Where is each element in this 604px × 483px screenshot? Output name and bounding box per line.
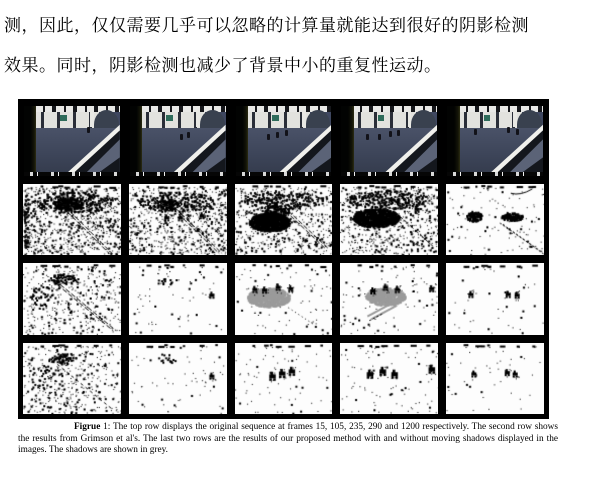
figure-cell-proposed-without-shadows-frame-105 — [129, 343, 227, 415]
paragraph-line-2: 效果。同时，阴影检测也减少了背景中小的重复性运动。 — [4, 56, 442, 76]
photo-layer-tree — [24, 106, 36, 176]
figure-cell-proposed-with-shadows-frame-15 — [23, 263, 121, 335]
pedestrian-figure — [267, 134, 270, 140]
photo-layer-stamp — [341, 172, 437, 176]
pedestrian-figure — [474, 129, 477, 135]
photo-layer-stamp — [236, 172, 332, 176]
figure-caption-label: Figrue — [74, 422, 101, 432]
figure-cell-original-sequence-frame-290 — [340, 104, 438, 176]
photo-layer-tree — [236, 106, 248, 176]
figure-1-caption — [18, 422, 558, 457]
figure-cell-proposed-without-shadows-frame-1200 — [446, 343, 544, 415]
detection-mask-image — [23, 263, 121, 335]
pedestrian-figure — [285, 130, 288, 136]
pedestrian-figure — [87, 127, 90, 133]
figure-cell-proposed-with-shadows-frame-235 — [235, 263, 333, 335]
photo-layer-teal — [484, 115, 491, 121]
detection-mask-image — [23, 184, 121, 256]
detection-mask-image — [235, 184, 333, 256]
detection-mask-image — [340, 263, 438, 335]
figure-cell-original-sequence-frame-235 — [235, 104, 333, 176]
figure-cell-proposed-with-shadows-frame-105 — [129, 263, 227, 335]
pedestrian-figure — [187, 132, 190, 138]
figure-cell-original-sequence-frame-1200 — [446, 104, 544, 176]
figure-cell-proposed-with-shadows-frame-1200 — [446, 263, 544, 335]
figure-cell-proposed-without-shadows-frame-235 — [235, 343, 333, 415]
photo-layer-teal — [166, 115, 173, 121]
photo-layer-teal — [378, 115, 385, 121]
surveillance-frame-image — [236, 106, 332, 176]
surveillance-frame-image — [130, 106, 226, 176]
figure-cell-grimson-results-frame-1200 — [446, 184, 544, 256]
pedestrian-figure — [516, 129, 519, 135]
pedestrian-figure — [397, 130, 400, 136]
detection-mask-image — [129, 343, 227, 415]
photo-layer-tree — [130, 106, 142, 176]
surveillance-frame-image — [24, 106, 120, 176]
pedestrian-figure — [366, 134, 369, 140]
paragraph-line-1: 测，因此，仅仅需要几乎可以忽略的计算量就能达到很好的阴影检测 — [4, 16, 529, 36]
figure-cell-grimson-results-frame-235 — [235, 184, 333, 256]
detection-mask-image — [446, 184, 544, 256]
figure-cell-grimson-results-frame-15 — [23, 184, 121, 256]
detection-mask-image — [235, 343, 333, 415]
pedestrian-figure — [507, 127, 510, 133]
detection-mask-image — [129, 263, 227, 335]
pedestrian-figure — [276, 132, 279, 138]
detection-mask-image — [446, 343, 544, 415]
photo-layer-stamp — [130, 172, 226, 176]
figure-caption-text: 1: The top row displays the original sequence at frames 15, 105, 235, 290 and 1200 respectively. The second row shows the results from Grimson et al's. The last two rows are the results of our proposed method with and without moving shadows displayed in the images. The shadows are shown in grey. — [18, 422, 558, 456]
detection-mask-image — [340, 184, 438, 256]
photo-layer-dome — [306, 110, 331, 127]
detection-mask-image — [340, 343, 438, 415]
figure-cell-proposed-without-shadows-frame-290 — [340, 343, 438, 415]
photo-layer-wcol — [302, 110, 306, 127]
figure-1-image-grid — [18, 99, 549, 419]
detection-mask-image — [129, 184, 227, 256]
surveillance-frame-image — [447, 106, 543, 176]
photo-layer-tree — [447, 106, 459, 176]
figure-cell-original-sequence-frame-105 — [129, 104, 227, 176]
photo-layer-stamp — [24, 172, 120, 176]
detection-mask-image — [23, 343, 121, 415]
photo-layer-dome — [200, 110, 225, 127]
figure-cell-proposed-without-shadows-frame-15 — [23, 343, 121, 415]
photo-layer-teal — [272, 115, 279, 121]
detection-mask-image — [235, 263, 333, 335]
pedestrian-figure — [378, 134, 381, 140]
photo-layer-teal — [60, 115, 67, 121]
figure-cell-grimson-results-frame-290 — [340, 184, 438, 256]
figure-cell-grimson-results-frame-105 — [129, 184, 227, 256]
figure-cell-proposed-with-shadows-frame-290 — [340, 263, 438, 335]
detection-mask-image — [446, 263, 544, 335]
photo-layer-tree — [341, 106, 353, 176]
photo-layer-stamp — [447, 172, 543, 176]
figure-cell-original-sequence-frame-15 — [23, 104, 121, 176]
pedestrian-figure — [180, 134, 183, 140]
photo-layer-dome — [411, 110, 436, 127]
photo-layer-dome — [94, 110, 119, 127]
photo-layer-dome — [517, 110, 542, 127]
surveillance-frame-image — [341, 106, 437, 176]
pedestrian-figure — [389, 131, 392, 137]
